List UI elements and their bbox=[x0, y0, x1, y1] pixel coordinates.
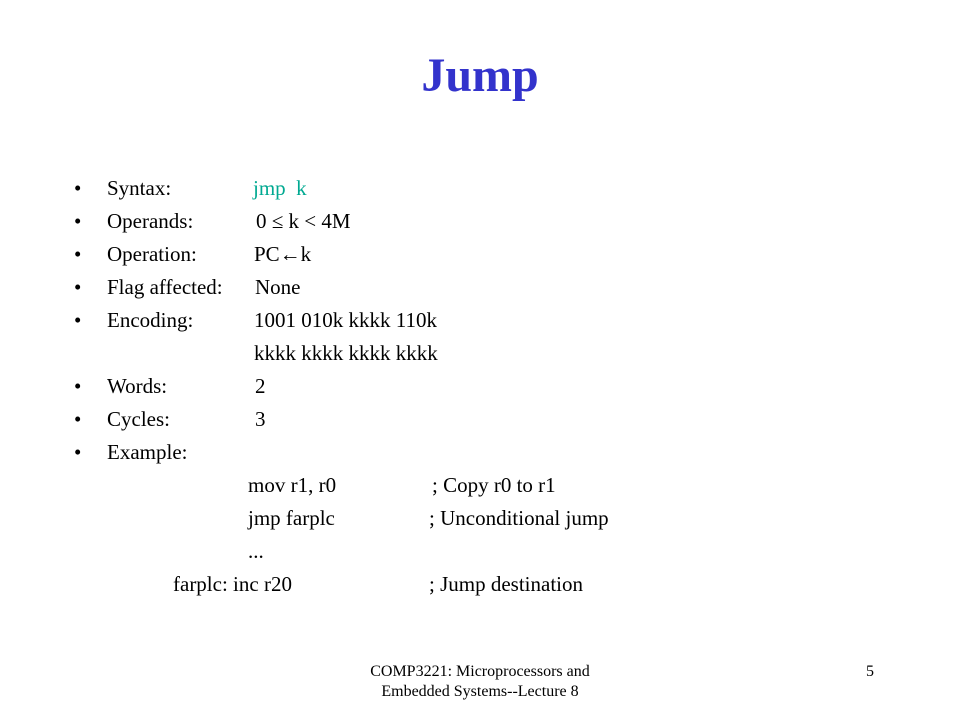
syntax-value: jmp k bbox=[253, 176, 307, 200]
words-value: 2 bbox=[255, 374, 266, 398]
bullet-icon: • bbox=[74, 176, 82, 200]
operands-label: Operands: bbox=[107, 209, 194, 233]
example-comment: ; Jump destination bbox=[429, 572, 583, 596]
example-code-line: jmp farplc bbox=[248, 506, 335, 530]
slide-title: Jump bbox=[421, 49, 539, 102]
footer-line: COMP3221: Microprocessors and bbox=[370, 663, 590, 680]
bullet-icon: • bbox=[74, 209, 82, 233]
bullet-icon: • bbox=[74, 440, 82, 464]
example-comment: ; Copy r0 to r1 bbox=[432, 473, 556, 497]
encoding-line2: kkkk kkkk kkkk kkkk bbox=[254, 341, 438, 365]
operands-value: 0 ≤ k < 4M bbox=[256, 209, 351, 233]
cycles-label: Cycles: bbox=[107, 407, 170, 431]
footer-course-title bbox=[330, 662, 630, 702]
operation-label: Operation: bbox=[107, 242, 197, 266]
words-label: Words: bbox=[107, 374, 168, 398]
bullet-icon: • bbox=[74, 275, 82, 299]
encoding-label: Encoding: bbox=[107, 308, 194, 332]
bullet-icon: • bbox=[74, 308, 82, 332]
example-code-line: mov r1, r0 bbox=[248, 473, 337, 497]
flags-label: Flag affected: bbox=[107, 275, 223, 299]
cycles-value: 3 bbox=[255, 407, 266, 431]
bullet-icon: • bbox=[74, 242, 82, 266]
example-code-line: ... bbox=[248, 539, 264, 563]
example-comment: ; Unconditional jump bbox=[429, 506, 609, 530]
example-code-line: farplc: inc r20 bbox=[173, 572, 292, 596]
syntax-label: Syntax: bbox=[107, 176, 172, 200]
bullet-icon: • bbox=[74, 374, 82, 398]
footer-line: Embedded Systems--Lecture 8 bbox=[381, 683, 579, 700]
encoding-line1: 1001 010k kkkk 110k bbox=[254, 308, 437, 332]
example-label: Example: bbox=[107, 440, 188, 464]
operation-value: PC←k bbox=[254, 242, 312, 266]
page-number: 5 bbox=[866, 663, 874, 680]
flags-value: None bbox=[255, 275, 301, 299]
bullet-icon: • bbox=[74, 407, 82, 431]
